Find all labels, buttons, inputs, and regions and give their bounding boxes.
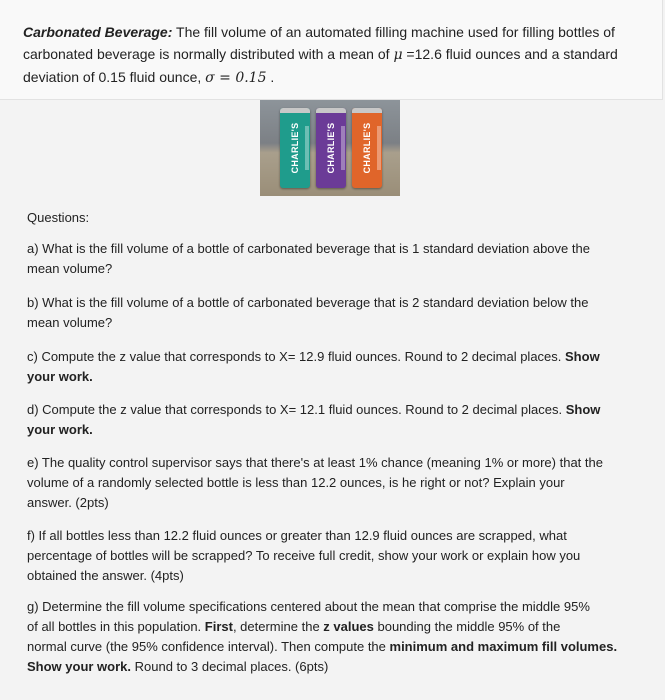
sigma-expression: σ = 0.15 (205, 70, 267, 86)
question-b (27, 293, 651, 333)
question-a (27, 239, 651, 279)
question-c-line2 (27, 367, 651, 387)
question-d (27, 400, 651, 440)
question-c-line1 (27, 347, 651, 367)
question-g-line4 (27, 657, 651, 677)
intro-line3-end: . (266, 69, 275, 85)
question-b-line1: b) What is the fill volume of a bottle of carbonated beverage that is 2 standard deviation below the (27, 295, 589, 310)
intro-line3-text: deviation of 0.15 fluid ounce, (23, 69, 206, 85)
can-label: CHARLIE'S (290, 122, 300, 174)
question-d-show: Show (565, 402, 601, 417)
intro-line-1 (23, 21, 640, 43)
can-label: CHARLIE'S (326, 122, 336, 174)
question-g-line1: g) Determine the fill volume specifications centered about the mean that comprise the middle 95% (27, 599, 590, 614)
beverage-can-teal (280, 108, 310, 188)
questions-heading: Questions: (27, 210, 90, 225)
question-g (27, 597, 651, 677)
intro-line-2 (23, 43, 640, 66)
question-g-min-max: minimum and maximum fill volumes. (389, 639, 618, 654)
question-g-z-values: z values (323, 619, 374, 634)
question-g-show-work: Show your work. (27, 659, 132, 674)
question-g-line4-b: Round to 3 decimal places. (6pts) (131, 659, 329, 674)
question-g-line2 (27, 617, 651, 637)
question-a-line1: a) What is the fill volume of a bottle of carbonated beverage that is 1 standard deviation above the (27, 241, 590, 256)
intro-line1-text: The fill volume of an automated filling machine used for filling bottles of (172, 24, 615, 40)
question-g-line2-b: , determine the (232, 619, 324, 634)
question-d-line2 (27, 420, 651, 440)
question-g-first: First (204, 619, 233, 634)
can-label: CHARLIE'S (362, 122, 372, 174)
mu-symbol: μ (393, 47, 403, 63)
question-c (27, 347, 651, 387)
question-e-line2: volume of a randomly selected bottle is less than 12.2 ounces, is he right or not? Explain your (27, 475, 565, 490)
question-e-line3: answer. (2pts) (27, 495, 109, 510)
mean-value: =12.6 fluid ounces and a standard (402, 46, 618, 62)
question-f-line2: percentage of bottles will be scrapped? To receive full credit, show your work or explain how you (27, 548, 581, 563)
product-photo (260, 100, 400, 196)
question-f-line1: f) If all bottles less than 12.2 fluid ounces or greater than 12.9 fluid ounces are scrapped, what (27, 528, 567, 543)
question-f (27, 526, 651, 586)
beverage-can-orange (352, 108, 382, 188)
question-c-text: c) Compute the z value that corresponds to X= 12.9 fluid ounces. Round to 2 decimal places. (27, 349, 566, 364)
question-g-line3 (27, 637, 651, 657)
question-e-line1: e) The quality control supervisor says that there's at least 1% chance (meaning 1% or more) that the (27, 455, 603, 470)
question-d-line1 (27, 400, 651, 420)
question-g-line3-a: normal curve (the 95% confidence interval). Then compute the (27, 639, 390, 654)
beverage-can-purple (316, 108, 346, 188)
question-g-line2-c: bounding the middle 95% of the (373, 619, 561, 634)
intro-title: Carbonated Beverage: (23, 24, 173, 40)
intro-panel (0, 0, 663, 100)
intro-line-3 (23, 66, 640, 89)
question-d-text: d) Compute the z value that corresponds to X= 12.1 fluid ounces. Round to 2 decimal places. (27, 402, 566, 417)
question-c-your-work: your work. (27, 369, 93, 384)
intro-line2-text: carbonated beverage is normally distributed with a mean of (23, 46, 394, 62)
question-e (27, 453, 651, 513)
question-a-line2: mean volume? (27, 261, 113, 276)
question-c-show: Show (565, 349, 600, 364)
question-b-line2: mean volume? (27, 315, 113, 330)
question-g-line2-a: of all bottles in this population. (27, 619, 205, 634)
question-f-line3: obtained the answer. (4pts) (27, 568, 184, 583)
question-d-your-work: your work. (27, 422, 93, 437)
